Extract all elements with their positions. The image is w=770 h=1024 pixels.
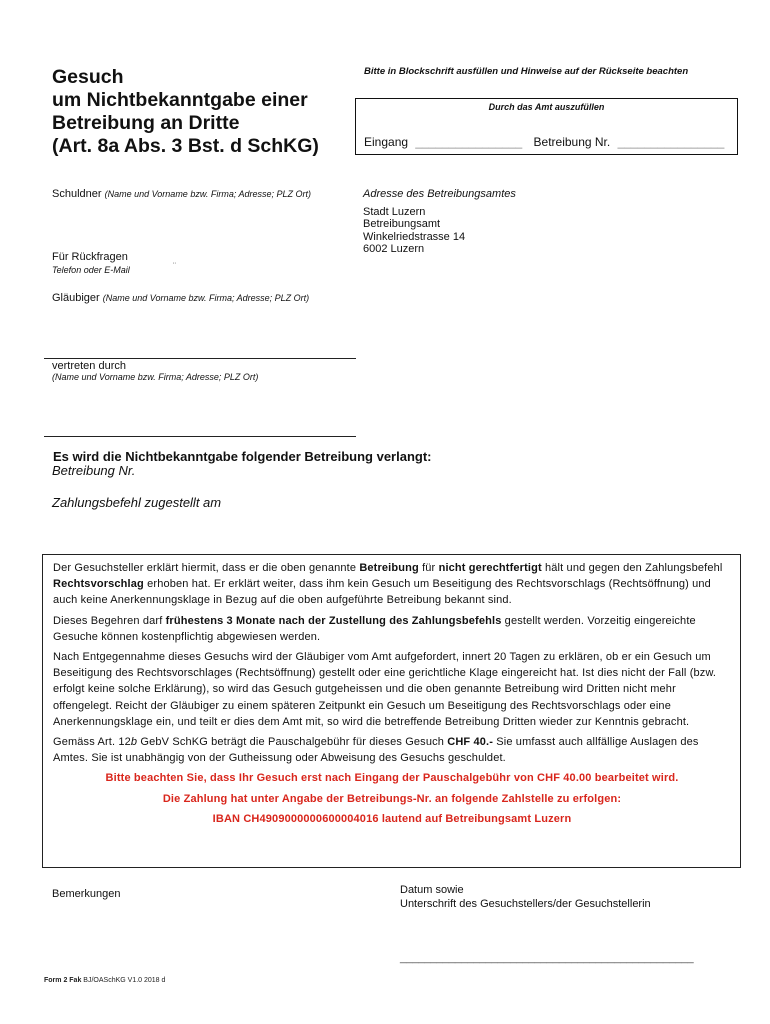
office-use-row bbox=[364, 135, 724, 149]
schuldner-label-text: Schuldner bbox=[52, 188, 102, 200]
text-run: erhoben hat. Er erklärt weiter, dass ihm kein Gesuch um Beseitigung des Rechtsvorschlags (Rechtsöffnung) und auch keine Anerkennungsklage in Bezug auf die oben aufgeführte Betreibung bekannt sind. bbox=[53, 578, 711, 607]
office-use-header: Durch das Amt auszufüllen bbox=[488, 102, 605, 112]
signature-field[interactable]: ________________________________________________ bbox=[400, 952, 694, 964]
text-run-bold: frühestens 3 Monate nach der Zustellung des Zahlungsbefehls bbox=[165, 614, 502, 627]
form-footer bbox=[44, 977, 165, 984]
declaration-paragraph-3: Nach Entgegennahme dieses Gesuchs wird der Gläubiger vom Amt aufgefordert, innert 20 Tagen zu erklären, ob er ein Gesuch um Beseitigung des Rechtsvorschlages (Rechtsöffnung) gestellt oder eine gerichtliche Klage eingereicht hat. Ist dies nicht der Fall (bzw. erfolgt keine solche Erklärung), so wird das Gesuch gutgeheissen und die oben genannte Betreibung wird Dritten nicht mehr offengelegt. Reicht der Gläubiger zu einem späteren Zeitpunkt ein Gesuch um Beseitigung des Rechtsvorschlags oder eine Anerkennungsklage ein, und teilt er dies dem Amt mit, so wird die betreffende Betreibung Dritten wieder zur Kenntnis gebracht. bbox=[53, 651, 717, 728]
schuldner-label bbox=[52, 188, 311, 200]
rueckfragen-hint: Telefon oder E-Mail bbox=[52, 265, 130, 275]
signature-label-line-2: Unterschrift des Gesuchstellers/der Gesuchstellerin bbox=[400, 898, 651, 910]
title-line-3: Betreibung an Dritte bbox=[52, 112, 240, 134]
divider-line bbox=[44, 436, 356, 437]
glaeubiger-hint: (Name und Vorname bzw. Firma; Adresse; PLZ Ort) bbox=[102, 293, 310, 303]
address-line: 6002 Luzern bbox=[363, 243, 425, 255]
iban-line: IBAN CH4909000000600004016 lautend auf Betreibungsamt Luzern bbox=[212, 812, 572, 825]
text-run: Dieses Begehren darf bbox=[53, 614, 166, 627]
schuldner-hint: (Name und Vorname bzw. Firma; Adresse; PLZ Ort) bbox=[104, 189, 312, 199]
office-use-box bbox=[355, 98, 738, 155]
rueckfragen-label: Für Rückfragen bbox=[52, 251, 128, 263]
bemerkungen-label: Bemerkungen bbox=[52, 888, 121, 900]
glaeubiger-label-text: Gläubiger bbox=[52, 292, 100, 304]
title-line-2: um Nichtbekanntgabe einer bbox=[52, 89, 308, 111]
betreibung-nr-field[interactable]: ________________ bbox=[617, 135, 725, 149]
glaeubiger-label bbox=[52, 292, 309, 304]
page-title bbox=[52, 66, 319, 158]
betreibung-nr-request-field[interactable] bbox=[150, 462, 510, 478]
declaration-paragraph-2 bbox=[53, 613, 731, 645]
text-run-bold: CHF 40.- bbox=[447, 736, 494, 749]
text-run: Sie umfasst auch allfällige Auslagen des Amtes. Sie ist unabhängig von der Gutheissung oder Abweisung des Gesuchs geschuldet. bbox=[53, 736, 699, 765]
address-heading: Adresse des Betreibungsamtes bbox=[363, 188, 516, 200]
text-run-bold: Betreibung bbox=[359, 562, 419, 574]
vertreten-field[interactable] bbox=[52, 386, 352, 434]
address-line: Stadt Luzern bbox=[363, 205, 426, 218]
payment-instruction: Die Zahlung hat unter Angabe der Betreibungs-Nr. an folgende Zahlstelle zu erfolgen: bbox=[162, 792, 622, 805]
signature-label bbox=[400, 883, 651, 911]
schuldner-field[interactable] bbox=[52, 202, 352, 250]
text-run-bold: Rechtsvorschlag bbox=[53, 578, 144, 591]
rueckfragen-field[interactable]: ¨ bbox=[173, 261, 176, 271]
form-code: Form 2 Fak bbox=[44, 977, 82, 984]
divider-line bbox=[44, 358, 356, 359]
text-run: hält und gegen den Zahlungsbefehl bbox=[541, 562, 723, 574]
text-run: für bbox=[418, 562, 439, 574]
address-line: Winkelriedstrasse 14 bbox=[363, 230, 466, 243]
vertreten-label: vertreten durch bbox=[52, 360, 126, 372]
eingang-field[interactable]: ________________ bbox=[415, 135, 523, 149]
bemerkungen-field[interactable] bbox=[52, 904, 342, 964]
text-run: Der Gesuchsteller erklärt hiermit, dass er die oben genannte bbox=[53, 562, 360, 574]
declaration-box bbox=[42, 554, 741, 868]
payment-notice: Bitte beachten Sie, dass Ihr Gesuch erst nach Eingang der Pauschalgebühr von CHF 40.00 bearbeitet wird. bbox=[105, 772, 679, 785]
signature-label-line-1: Datum sowie bbox=[400, 884, 464, 896]
blockschrift-hint: Bitte in Blockschrift ausfüllen und Hinweise auf der Rückseite beachten bbox=[364, 66, 689, 77]
text-run-bold: nicht gerechtfertigt bbox=[438, 562, 542, 574]
request-title: Es wird die Nichtbekanntgabe folgender Betreibung verlangt: bbox=[53, 449, 432, 464]
text-run: Gemäss Art. 12 bbox=[53, 736, 131, 749]
text-run-italic: b bbox=[130, 736, 138, 749]
zahlungsbefehl-label: Zahlungsbefehl zugestellt am bbox=[52, 495, 222, 510]
betreibung-nr-request-label: Betreibung Nr. bbox=[52, 463, 136, 478]
glaeubiger-field[interactable] bbox=[52, 306, 352, 356]
title-line-1: Gesuch bbox=[52, 66, 124, 88]
declaration-paragraph-4 bbox=[53, 734, 731, 766]
eingang-label: Eingang bbox=[364, 135, 409, 149]
form-version: BJ/OASchKG V1.0 2018 d bbox=[81, 977, 166, 984]
declaration-paragraph-1 bbox=[53, 560, 731, 609]
title-line-4: (Art. 8a Abs. 3 Bst. d SchKG) bbox=[52, 135, 319, 157]
vertreten-hint: (Name und Vorname bzw. Firma; Adresse; PLZ Ort) bbox=[52, 372, 259, 382]
betreibungsamt-address bbox=[363, 188, 516, 256]
text-run: GebV SchKG beträgt die Pauschalgebühr für dieses Gesuch bbox=[137, 736, 448, 749]
betreibung-nr-label: Betreibung Nr. bbox=[533, 135, 611, 149]
text-run: gestellt werden. Vorzeitig eingereichte Gesuche können kostenpflichtig abgewiesen werden. bbox=[53, 614, 696, 643]
address-line: Betreibungsamt bbox=[363, 218, 441, 230]
zahlungsbefehl-date-field[interactable] bbox=[245, 494, 505, 510]
